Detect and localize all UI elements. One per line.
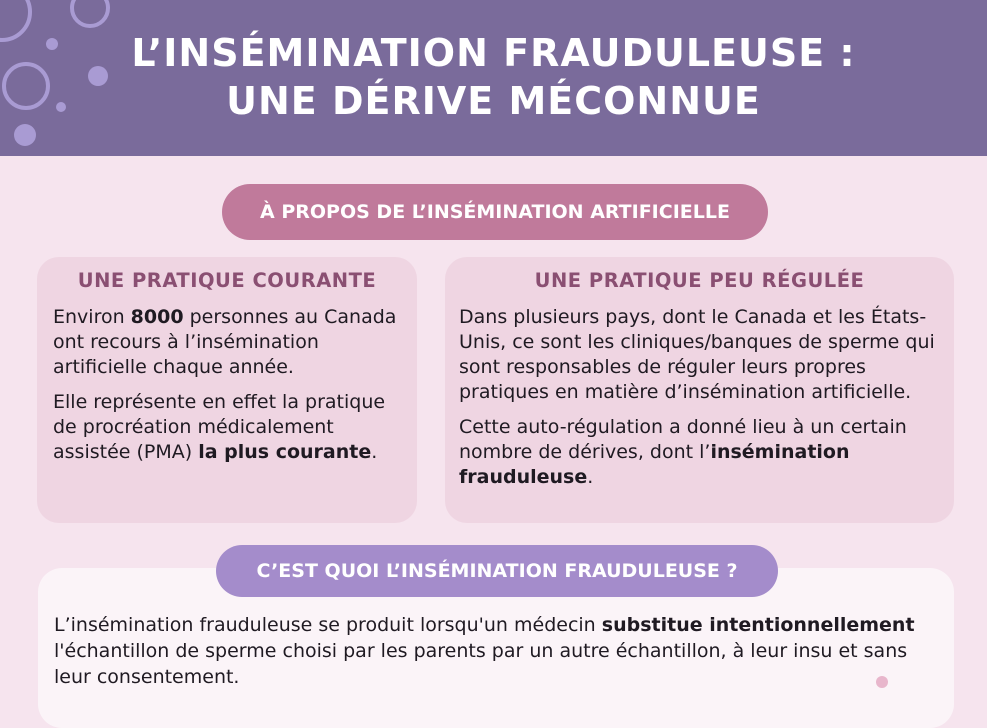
- section-heading-definition: [216, 545, 778, 597]
- section-heading-about: [222, 184, 768, 240]
- page-title-line1: L’INSÉMINATION FRAUDULEUSE :: [131, 31, 856, 75]
- paragraph: Elle représente en effet la pratique de procréation médicalement assistée (PMA) la plus courante.: [53, 391, 386, 463]
- section-heading-about-label: À PROPOS DE L’INSÉMINATION ARTIFICIELLE: [260, 201, 730, 223]
- card-common-practice: [37, 257, 417, 523]
- card-body: [53, 305, 405, 475]
- header-banner: [0, 0, 987, 156]
- page-title-line2: UNE DÉRIVE MÉCONNUE: [226, 79, 761, 123]
- paragraph: Environ 8000 personnes au Canada ont recours à l’insémination artificielle chaque année.: [53, 306, 397, 378]
- paragraph: Dans plusieurs pays, dont le Canada et les États-Unis, ce sont les cliniques/banques de sperme qui sont responsables de réguler leurs propres pratiques en matière d’insémination artificielle.: [459, 306, 935, 403]
- card-unregulated-practice: [445, 257, 954, 523]
- decorative-circle-icon: [70, 0, 110, 28]
- paragraph: Cette auto-régulation a donné lieu à un certain nombre de dérives, dont l’insémination frauduleuse.: [459, 416, 907, 488]
- decorative-dot-icon: [876, 676, 888, 688]
- section-heading-definition-label: C’EST QUOI L’INSÉMINATION FRAUDULEUSE ?: [256, 560, 738, 582]
- card-title: UNE PRATIQUE COURANTE: [77, 269, 377, 292]
- card-body: [459, 305, 942, 500]
- decorative-dot-icon: [14, 124, 36, 146]
- card-title: UNE PRATIQUE PEU RÉGULÉE: [534, 269, 865, 292]
- definition-text: L’insémination frauduleuse se produit lorsqu'un médecin substitue intentionnellement l'échantillon de sperme choisi par les parents par un autre échantillon, à leur insu et sans leur consentement.: [54, 614, 915, 688]
